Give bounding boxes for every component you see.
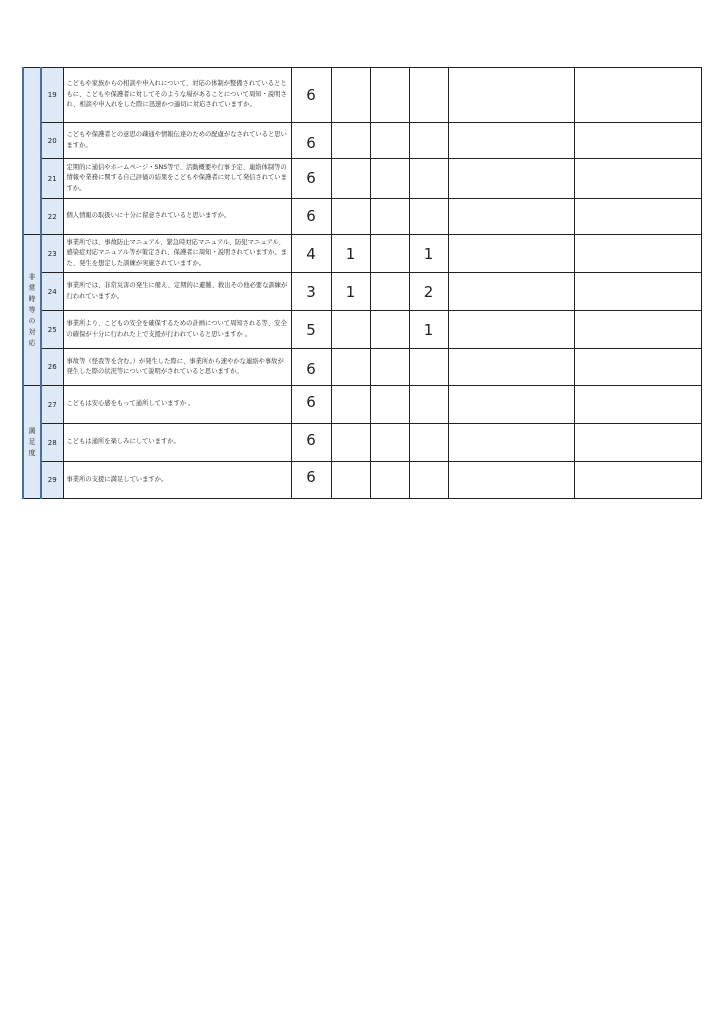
question-text: こどもや保護者との意思の疎通や情報伝達のための配慮がなされていると思いますか。 xyxy=(63,123,291,159)
answer-unknown: 1 xyxy=(409,235,448,273)
category-label: 満足度 xyxy=(28,426,36,457)
question-number: 21 xyxy=(41,159,63,199)
table-row xyxy=(23,386,701,424)
answer-somewhat xyxy=(331,68,370,123)
answer-somewhat xyxy=(331,123,370,159)
table-row xyxy=(23,199,701,235)
answer-unknown xyxy=(409,199,448,235)
answer-yes: 6 xyxy=(291,159,331,199)
response-cell xyxy=(574,311,701,349)
answer-unknown xyxy=(409,386,448,424)
answer-somewhat xyxy=(331,199,370,235)
answer-unknown xyxy=(409,159,448,199)
question-number: 22 xyxy=(41,199,63,235)
answer-no xyxy=(370,349,409,386)
category-satisfaction xyxy=(23,386,41,499)
question-text: 事業所では、事故防止マニュアル、緊急時対応マニュアル、防犯マニュアル、感染症対応マニュアル等が策定され、保護者に周知・説明されていますか。また、発生を想定した訓練が実施されていますか。 xyxy=(63,235,291,273)
answer-no xyxy=(370,159,409,199)
table-row xyxy=(23,123,701,159)
answer-unknown: 1 xyxy=(409,311,448,349)
answer-yes: 6 xyxy=(291,68,331,123)
question-number: 26 xyxy=(41,349,63,386)
question-text: こどもは通所を楽しみにしていますか。 xyxy=(63,424,291,462)
answer-no xyxy=(370,273,409,311)
question-text: 個人情報の取扱いに十分に留意されていると思いますか。 xyxy=(63,199,291,235)
comment-cell xyxy=(448,349,574,386)
answer-somewhat: 1 xyxy=(331,235,370,273)
answer-yes: 6 xyxy=(291,386,331,424)
answer-unknown xyxy=(409,68,448,123)
answer-somewhat xyxy=(331,462,370,499)
answer-unknown: 2 xyxy=(409,273,448,311)
answer-yes: 4 xyxy=(291,235,331,273)
response-cell xyxy=(574,462,701,499)
comment-cell xyxy=(448,159,574,199)
answer-yes: 6 xyxy=(291,462,331,499)
answer-no xyxy=(370,424,409,462)
table-row xyxy=(23,273,701,311)
comment-cell xyxy=(448,273,574,311)
response-cell xyxy=(574,424,701,462)
answer-unknown xyxy=(409,462,448,499)
answer-somewhat: 1 xyxy=(331,273,370,311)
question-number: 19 xyxy=(41,68,63,123)
answer-somewhat xyxy=(331,311,370,349)
answer-unknown xyxy=(409,424,448,462)
answer-no xyxy=(370,311,409,349)
survey-table xyxy=(22,67,702,499)
answer-somewhat xyxy=(331,159,370,199)
table-row xyxy=(23,235,701,273)
response-cell xyxy=(574,123,701,159)
table-row xyxy=(23,68,701,123)
question-text: 事業所では、非常災害の発生に備え、定期的に避難、救出その他必要な訓練が行われていますか。 xyxy=(63,273,291,311)
answer-unknown xyxy=(409,349,448,386)
table-row xyxy=(23,424,701,462)
comment-cell xyxy=(448,199,574,235)
answer-yes: 6 xyxy=(291,123,331,159)
question-number: 27 xyxy=(41,386,63,424)
question-text: 定期的に通信やホームページ・SNS等で、活動概要や行事予定、連絡体制等の情報や業務に関する自己評価の結果をこどもや保護者に対して発信されていますか。 xyxy=(63,159,291,199)
answer-no xyxy=(370,235,409,273)
comment-cell xyxy=(448,424,574,462)
answer-yes: 6 xyxy=(291,424,331,462)
comment-cell xyxy=(448,235,574,273)
question-number: 29 xyxy=(41,462,63,499)
answer-somewhat xyxy=(331,349,370,386)
response-cell xyxy=(574,159,701,199)
answer-no xyxy=(370,386,409,424)
answer-yes: 6 xyxy=(291,349,331,386)
category-emergency xyxy=(23,235,41,386)
response-cell xyxy=(574,349,701,386)
answer-yes: 6 xyxy=(291,199,331,235)
question-text: こどもや家族からの相談や申入れについて、対応の体制が整備されているとともに、こどもや保護者に対してそのような場があることについて周知・説明され、相談や申入れをした際に迅速かつ適切に対応されていますか。 xyxy=(63,68,291,123)
question-number: 28 xyxy=(41,424,63,462)
question-number: 23 xyxy=(41,235,63,273)
question-text: 事故等（怪我等を含む。）が発生した際に、事業所から速やかな連絡や事故が発生した際の状況等について説明がされていると思いますか。 xyxy=(63,349,291,386)
table-row xyxy=(23,349,701,386)
comment-cell xyxy=(448,311,574,349)
answer-yes: 5 xyxy=(291,311,331,349)
response-cell xyxy=(574,386,701,424)
comment-cell xyxy=(448,462,574,499)
comment-cell xyxy=(448,386,574,424)
category-cell-blank xyxy=(23,68,41,235)
response-cell xyxy=(574,199,701,235)
response-cell xyxy=(574,273,701,311)
response-cell xyxy=(574,235,701,273)
answer-somewhat xyxy=(331,424,370,462)
question-text: 事業所より、こどもの安全を確保するための計画について周知される等、安全の確保が十分に行われた上で支援が行われていると思いますか 。 xyxy=(63,311,291,349)
answer-somewhat xyxy=(331,386,370,424)
question-number: 24 xyxy=(41,273,63,311)
question-number: 20 xyxy=(41,123,63,159)
answer-unknown xyxy=(409,123,448,159)
table-row xyxy=(23,462,701,499)
answer-no xyxy=(370,123,409,159)
comment-cell xyxy=(448,68,574,123)
table-row xyxy=(23,311,701,349)
question-number: 25 xyxy=(41,311,63,349)
question-text: こどもは安心感をもって通所していますか 。 xyxy=(63,386,291,424)
answer-no xyxy=(370,68,409,123)
comment-cell xyxy=(448,123,574,159)
question-text: 事業所の支援に満足していますか。 xyxy=(63,462,291,499)
category-label: 非常時等の対応 xyxy=(28,272,36,347)
answer-yes: 3 xyxy=(291,273,331,311)
answer-no xyxy=(370,462,409,499)
table-row xyxy=(23,159,701,199)
answer-no xyxy=(370,199,409,235)
response-cell xyxy=(574,68,701,123)
